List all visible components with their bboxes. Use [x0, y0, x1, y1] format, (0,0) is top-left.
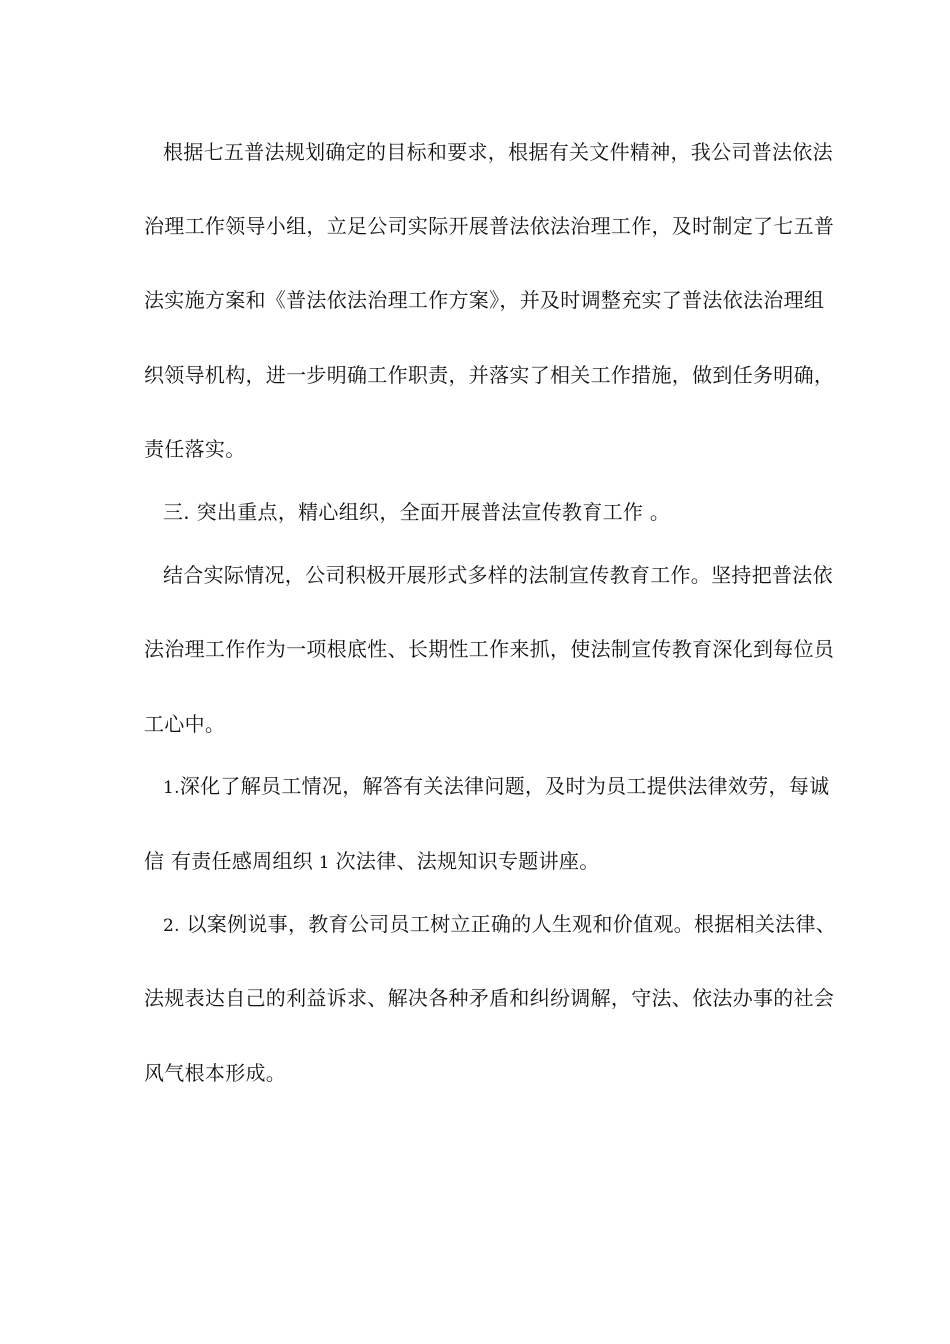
list-item-2-line-1 — [163, 911, 837, 939]
list-item-1-text-a: 信 有责任感周组织 — [144, 849, 314, 873]
section-heading-3: 三. 突出重点，精心组织，全面开展普法宣传教育工作 。 — [163, 500, 671, 524]
list-item-1-count: 1 — [313, 853, 336, 873]
paragraph-1-line-4: 织领导机构，进一步明确工作职责，并落实了相关工作措施，做到任务明确， — [144, 363, 835, 387]
list-item-1-line-2 — [144, 848, 804, 876]
list-item-1-text: 深化了解员工情况，解答有关法律问题，及时为员工提供法律效劳，每诚 — [179, 774, 830, 798]
list-item-2-number: 2. — [163, 916, 180, 936]
list-item-1-number: 1. — [163, 778, 180, 798]
paragraph-1-line-5: 责任落实。 — [144, 437, 246, 461]
list-item-2-line-2: 法规表达自己的利益诉求、解决各种矛盾和纠纷调解，守法、依法办事的社会 — [144, 986, 835, 1010]
list-item-1-text-b: 次法律、法规知识专题讲座。 — [335, 849, 600, 873]
list-item-1-line-1 — [163, 773, 830, 801]
paragraph-2-line-1: 结合实际情况，公司积极开展形式多样的法制宣传教育工作。坚持把普法依 — [163, 563, 833, 587]
list-item-2-line-3: 风气根本形成。 — [144, 1061, 287, 1085]
paragraph-1-line-3: 法实施方案和《普法依法治理工作方案》，并及时调整充实了普法依法治理组 — [144, 288, 825, 312]
paragraph-2-line-2: 法治理工作作为一项根底性、长期性工作来抓，使法制宣传教育深化到每位员 — [144, 637, 835, 661]
paragraph-2-line-3: 工心中。 — [144, 712, 226, 736]
list-item-2-text: 以案例说事，教育公司员工树立正确的人生观和价值观。根据相关法律、 — [179, 912, 837, 936]
paragraph-1-line-1: 根据七五普法规划确定的目标和要求，根据有关文件精神，我公司普法依法 — [163, 140, 833, 164]
paragraph-1-line-2: 治理工作领导小组，立足公司实际开展普法依法治理工作，及时制定了七五普 — [144, 214, 835, 238]
